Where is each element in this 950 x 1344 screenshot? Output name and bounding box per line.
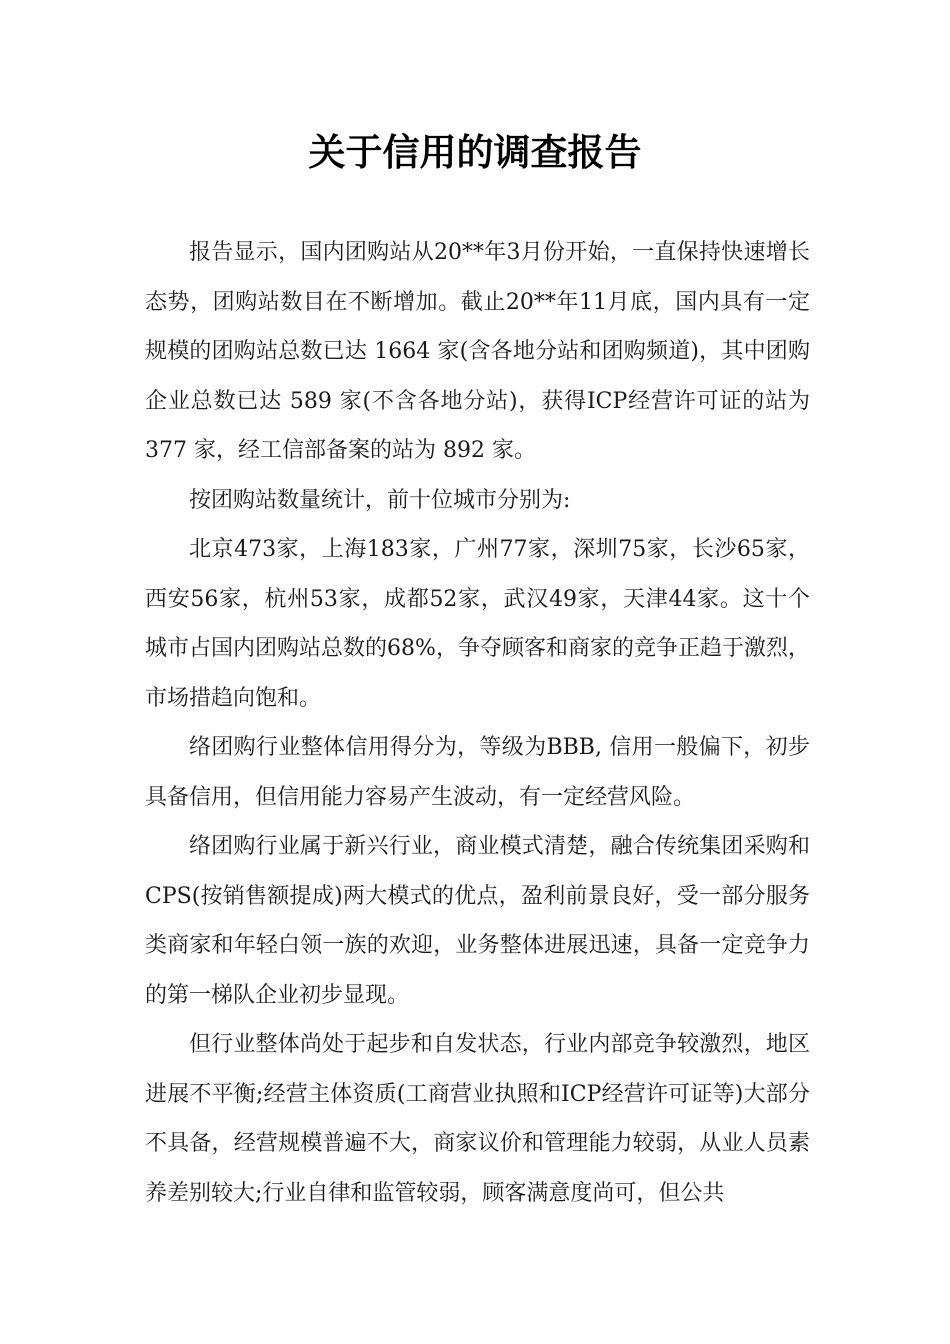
- paragraph-industry-model: 络团购行业属于新兴行业，商业模式清楚，融合传统集团采购和CPS(按销售额提成)两大模式的优点，盈利前景良好，受一部分服务类商家和年轻白领一族的欢迎，业务整体进展迅速，具备一定竞争力的第一梯队企业初步显现。: [145, 834, 810, 1008]
- paragraph-growth-statistics: 报告显示，国内团购站从20**年3月份开始，一直保持快速增长态势，团购站数目在不断增加。截止20**年11月底，国内具有一定规模的团购站总数已达 1664 家(含各地分站和团购频道)，其中团购企业总数已达 589 家(不含各地分站)，获得ICP经营许可证的站为 377 家，经工信部备案的站为 892 家。: [145, 240, 810, 463]
- paragraph-industry-issues: 但行业整体尚处于起步和自发状态，行业内部竞争较激烈，地区进展不平衡;经营主体资质(工商营业执照和ICP经营许可证等)大部分不具备，经营规模普遍不大，商家议价和管理能力较弱，从业人员素养差别较大;行业自律和监管较弱，顾客满意度尚可，但公共: [145, 1032, 810, 1206]
- document-body: [145, 228, 810, 1218]
- document-title: 关于信用的调查报告: [308, 131, 642, 174]
- paragraph-credit-rating: 络团购行业整体信用得分为，等级为BBB, 信用一般偏下，初步具备信用，但信用能力容易产生波动，有一定经营风险。: [145, 735, 810, 810]
- paragraph-top-cities-list: 北京473家，上海183家，广州77家，深圳75家，长沙65家，西安56家，杭州53家，成都52家，武汉49家，天津44家。这十个城市占国内团购站总数的68%，争夺顾客和商家的竞争正趋于激烈，市场措趋向饱和。: [145, 537, 810, 711]
- paragraph-top-cities-intro: 按团购站数量统计，前十位城市分别为:: [189, 487, 571, 513]
